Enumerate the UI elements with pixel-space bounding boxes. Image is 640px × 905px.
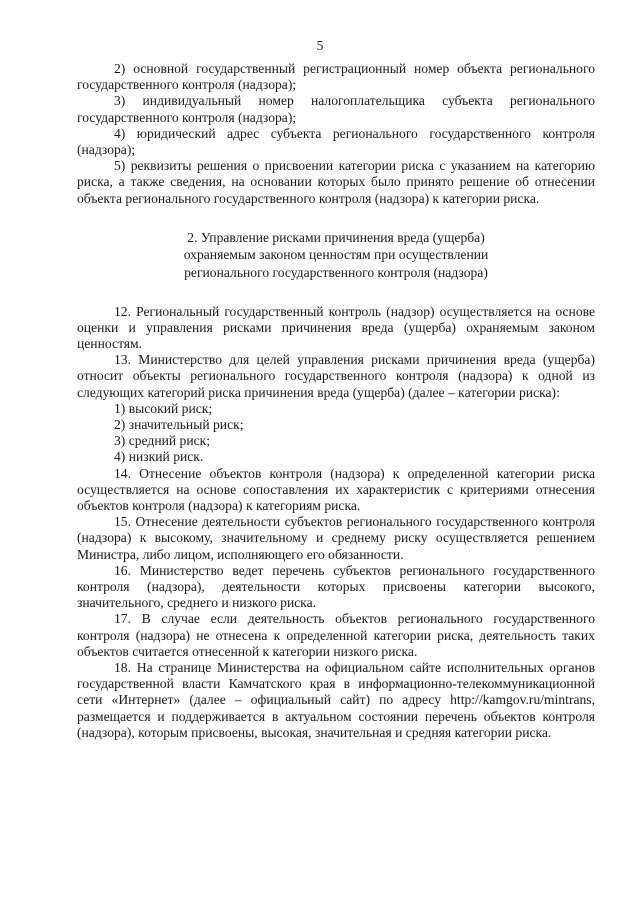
section-2-heading-line-2: охраняемым законом ценностям при осуществлении [183, 247, 489, 263]
paragraph-12: 12. Региональный государственный контроль (надзор) осуществляется на основе оценки и управления рисками причинения вреда (ущерба) охраняемым законом ценностям. [77, 303, 595, 352]
document-body [77, 61, 595, 741]
risk-category-low: 4) низкий риск. [114, 449, 204, 465]
section-1-item-5: 5) реквизиты решения о присвоении категории риска с указанием на категорию риска, а также сведения, на основании которых было принято решение об отнесении объекта регионального государственного контроля (надзора) к категории риска. [77, 158, 595, 206]
section-2-heading-line-1: 2. Управление рисками причинения вреда (ущерба) [187, 229, 485, 245]
section-2-heading [77, 229, 595, 282]
risk-category-high: 1) высокий риск; [114, 400, 213, 416]
section-1-item-3: 3) индивидуальный номер налогоплательщика субъекта регионального государственного контроля (надзора); [77, 93, 595, 125]
paragraph-18: 18. На странице Министерства на официальном сайте исполнительных органов государственной власти Камчатского края в информационно-телекоммуникационной сети «Интернет» (далее – официальный сайт) по адресу http://kamgov.ru/mintrans, размещается и поддерживается в актуальном состоянии перечень объектов контроля (надзора), которым присвоены, высокая, значительная и средняя категории риска. [77, 660, 595, 740]
page-number: 5 [316, 38, 324, 53]
section-1-item-2: 2) основной государственный регистрационный номер объекта регионального государственного контроля (надзора); [77, 61, 595, 93]
risk-category-medium: 3) средний риск; [114, 433, 211, 449]
section-1-item-4: 4) юридический адрес субъекта регионального государственного контроля (надзора); [77, 125, 595, 158]
paragraph-17: 17. В случае если деятельность объектов регионального государственного контроля (надзора) не отнесена к определенной категории риска, деятельность таких объектов считается отнесенной к категории низкого риска. [77, 611, 595, 659]
paragraph-16: 16. Министерство ведет перечень субъектов регионального государственного контроля (надзора), деятельности которых присвоены категории высокого, значительного, среднего и низкого риска. [77, 562, 595, 611]
paragraph-15: 15. Отнесение деятельности субъектов регионального государственного контроля (надзора) к высокому, значительному и среднему риску осуществляется решением Министра, либо лицом, исполняющего его обязанности. [77, 514, 595, 562]
section-2-heading-line-3: регионального государственного контроля (надзора) [184, 265, 488, 281]
paragraph-13: 13. Министерство для целей управления рисками причинения вреда (ущерба) относит объекты регионального государственного контроля (надзора) к одной из следующих категорий риска причинения вреда (ущерба) (далее – категории риска): [77, 352, 595, 400]
risk-category-significant: 2) значительный риск; [114, 417, 244, 433]
paragraph-14: 14. Отнесение объектов контроля (надзора) к определенной категории риска осуществляется на основе сопоставления их характеристик с критериями отнесения объектов контроля (надзора) к категориям риска. [77, 465, 595, 514]
